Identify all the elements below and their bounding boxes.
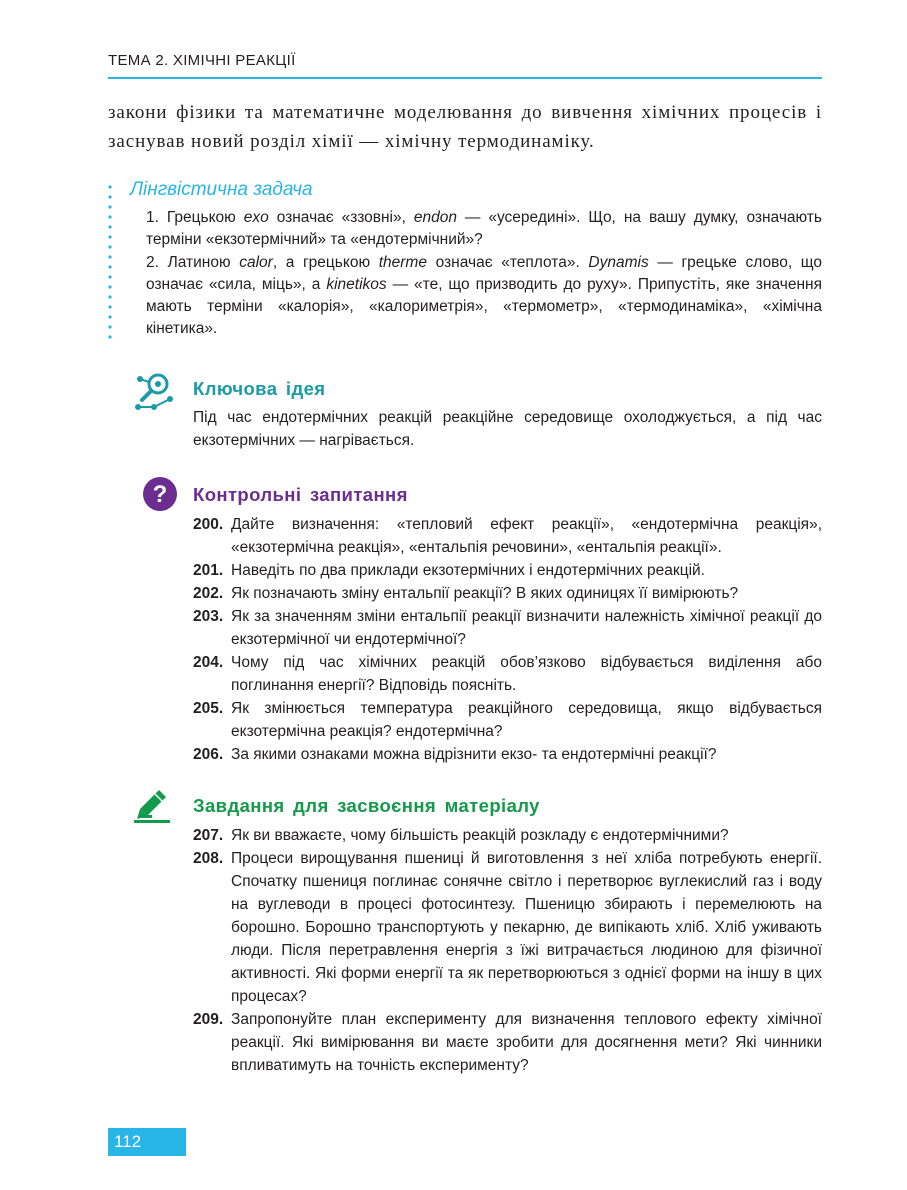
linguistic-task-body xyxy=(146,207,822,341)
task-item xyxy=(193,824,822,847)
chapter-title: ТЕМА 2. ХІМІЧНІ РЕАКЦІЇ xyxy=(108,52,296,69)
control-questions-title: Контрольні запитання xyxy=(193,484,408,505)
question-number: 202. xyxy=(193,585,224,602)
question-item xyxy=(193,697,822,743)
header-divider xyxy=(108,77,822,79)
task-item xyxy=(193,1008,822,1077)
question-number: 204. xyxy=(193,654,224,671)
question-item xyxy=(193,582,822,605)
question-mark-icon xyxy=(142,476,178,512)
key-idea-title: Ключова ідея xyxy=(193,378,326,399)
question-text: Дайте визначення: «тепловий ефект реакції», «ендотермічна реакція», «екзотермічна реакція», «ентальпія речовини», «ентальпія реакції». xyxy=(231,516,822,556)
task-number: 209. xyxy=(193,1011,224,1028)
task-item xyxy=(193,847,822,1008)
page-number: 112 xyxy=(108,1128,186,1156)
question-number: 205. xyxy=(193,700,224,717)
question-text: Як позначають зміну ентальпії реакції? В яких одиницях її вимірюють? xyxy=(231,585,739,602)
dotted-margin-line xyxy=(108,182,112,344)
question-text: За якими ознаками можна відрізнити екзо- та ендотермічні реакції? xyxy=(231,746,717,763)
svg-text:?: ? xyxy=(152,481,168,508)
tasks-list xyxy=(193,824,822,1077)
task-text: Як ви вважаєте, чому більшість реакцій розкладу є ендотермічними? xyxy=(231,827,729,844)
tasks-title: Завдання для засвоєння матеріалу xyxy=(193,795,540,816)
question-item xyxy=(193,513,822,559)
linguistic-task-block xyxy=(108,178,822,348)
pencil-icon xyxy=(132,786,172,826)
question-number: 201. xyxy=(193,562,224,579)
question-number: 206. xyxy=(193,746,224,763)
question-item xyxy=(193,559,822,582)
task-text: Процеси вирощування пшениці й виготовлення з неї хліба потребують енергії. Спочатку пшениця поглинає сонячне світло і перетворює вуглекислий газ і воду на вуглеводи в процесі фотосинтезу. Пшеницю збирають і перемелюють на борошно. Борошно транспортують у пекарню, де випікають хліб. Хліб уживають люди. Після перетравлення енергія з їжі витрачається людиною для фізичної активності. Які форми енергії та як перетворюються з однієї форми на іншу в цих процесах? xyxy=(231,850,822,1005)
question-item xyxy=(193,605,822,651)
question-text: Як за значенням зміни ентальпії реакції визначити належність хімічної реакції до екзотермічної чи ендотермічної? xyxy=(231,608,822,648)
question-number: 200. xyxy=(193,516,224,533)
question-number: 203. xyxy=(193,608,224,625)
question-item xyxy=(193,743,822,766)
key-idea-text: Під час ендотермічних реакцій реакційне середовище охолоджується, а під час екзотермічних — нагрівається. xyxy=(193,409,822,449)
question-item xyxy=(193,651,822,697)
linguistic-item-1: 1. Грецькою exo означає «ззовні», endon — «усередині». Що, на вашу думку, означають терміни «екзотермічний» та «ендотермічний»? xyxy=(146,209,822,249)
question-text: Наведіть по два приклади екзотермічних і ендотермічних реакцій. xyxy=(231,562,705,579)
key-idea-icon xyxy=(132,369,178,415)
task-number: 208. xyxy=(193,850,224,867)
control-questions-list xyxy=(193,513,822,766)
linguistic-item-2: 2. Латиною calor, а грецькою therme означає «теплота». Dynamis — грецьке слово, що означає «сила, міць», а kinetikos — «те, що призводить до руху». Припустіть, яке значення мають терміни «калорія», «калориметрія», «термометр», «термодинаміка», «хімічна кінетика». xyxy=(146,253,822,338)
intro-paragraph: закони фізики та математичне моделювання до вивчення хімічних процесів і заснував новий розділ хімії — хімічну термодинаміку. xyxy=(108,102,822,152)
question-text: Як змінюється температура реакційного середовища, якщо відбувається екзотермічна реакція? ендотермічна? xyxy=(231,700,822,740)
linguistic-task-title: Лінгвістична задача xyxy=(130,179,313,200)
question-text: Чому під час хімічних реакцій обов’язково відбувається виділення або поглинання енергії? Відповідь поясніть. xyxy=(231,654,822,694)
task-text: Запропонуйте план експерименту для визначення теплового ефекту хімічної реакції. Які вимірювання ви маєте зробити для досягнення мети? Які чинники впливатимуть на точність експерименту? xyxy=(231,1011,822,1074)
page-header xyxy=(108,52,822,80)
task-number: 207. xyxy=(193,827,224,844)
